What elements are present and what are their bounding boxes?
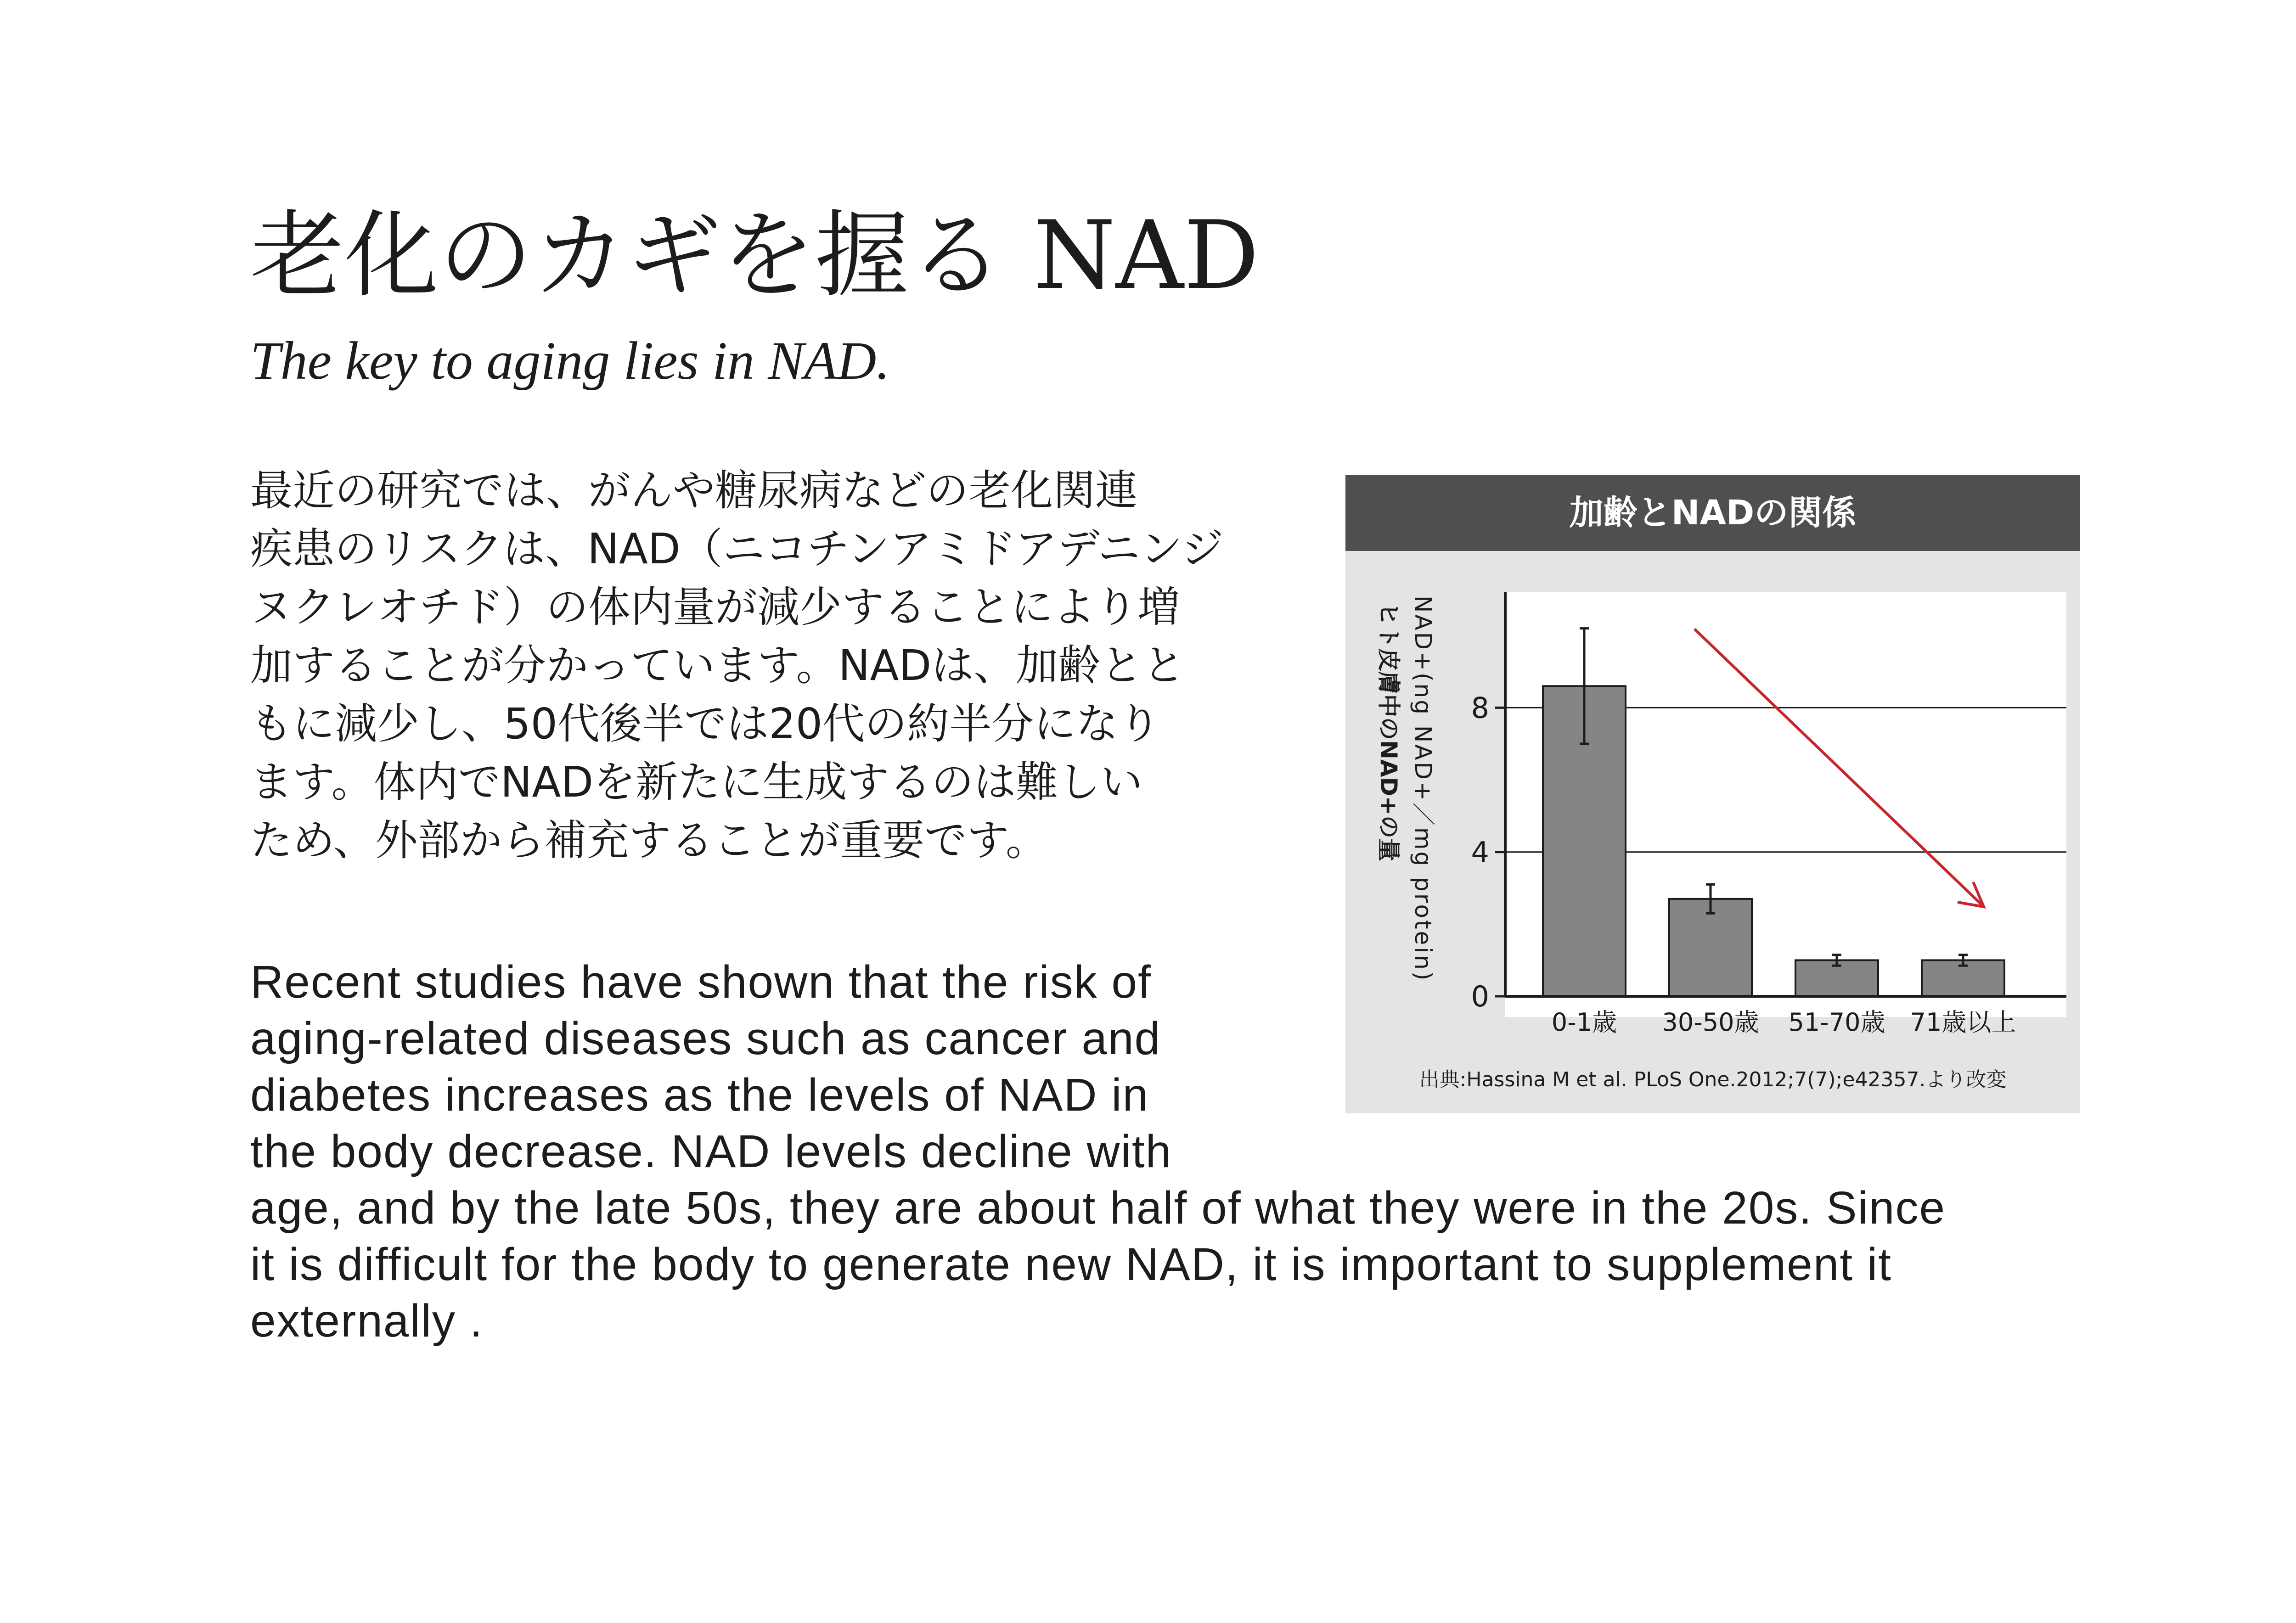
x-tick-label: 0-1歳: [1551, 1008, 1617, 1037]
page-title: 老化のカギを握る NAD: [250, 201, 1259, 310]
nad-aging-figure: [1345, 475, 2080, 1113]
figure-header: 加齢とNADの関係: [1345, 475, 2080, 551]
y-tick-label: 0: [1471, 980, 1489, 1013]
body-jp-line: ます。体内でNADを新たに生成するのは難しい: [250, 758, 1143, 807]
body-en-line: the body decrease. NAD levels decline with: [250, 1126, 1172, 1177]
figure-source: 出典:Hassina M et al. PLoS One.2012;7(7);e42357.より改変: [1419, 1068, 2007, 1091]
nad-bar-chart: [1345, 475, 2080, 1063]
body-jp-line: 最近の研究では、がんや糖尿病などの老化関連: [250, 466, 1138, 515]
body-jp-line: 疾患のリスクは、NAD（ニコチンアミドアデニンジ: [250, 524, 1224, 573]
x-tick-label: 30-50歳: [1662, 1008, 1759, 1037]
x-tick-label: 51-70歳: [1788, 1008, 1885, 1037]
body-jp-line: ヌクレオチド）の体内量が減少することにより増: [250, 583, 1180, 632]
body-en-line: diabetes increases as the levels of NAD in: [250, 1069, 1149, 1121]
body-en-line: it is difficult for the body to generate new NAD, it is important to supplement it: [250, 1239, 1892, 1290]
x-tick-label: 71歳以上: [1910, 1008, 2016, 1037]
body-text-japanese: [250, 461, 1251, 870]
body-jp-line: もに減少し、50代後半では20代の約半分になり: [250, 699, 1161, 748]
body-en-line: aging-related diseases such as cancer and: [250, 1013, 1161, 1064]
body-en-line: Recent studies have shown that the risk of: [250, 956, 1152, 1008]
y-axis-title: NAD+(ng NAD+／mg protein): [1410, 595, 1436, 983]
body-en-line: externally .: [250, 1295, 484, 1347]
y-tick-label: 8: [1471, 691, 1489, 725]
body-en-line: age, and by the late 50s, they are about half of what they were in the 20s. Since: [250, 1182, 1946, 1234]
page-subtitle: The key to aging lies in NAD.: [250, 331, 890, 391]
y-axis-title-outer: ヒト皮膚中のNAD+の量: [1375, 602, 1402, 861]
body-jp-line: 加することが分かっています。NADは、加齢とと: [250, 641, 1185, 690]
body-jp-line: ため、外部から補充することが重要です。: [250, 816, 1048, 865]
y-tick-label: 4: [1471, 835, 1489, 869]
